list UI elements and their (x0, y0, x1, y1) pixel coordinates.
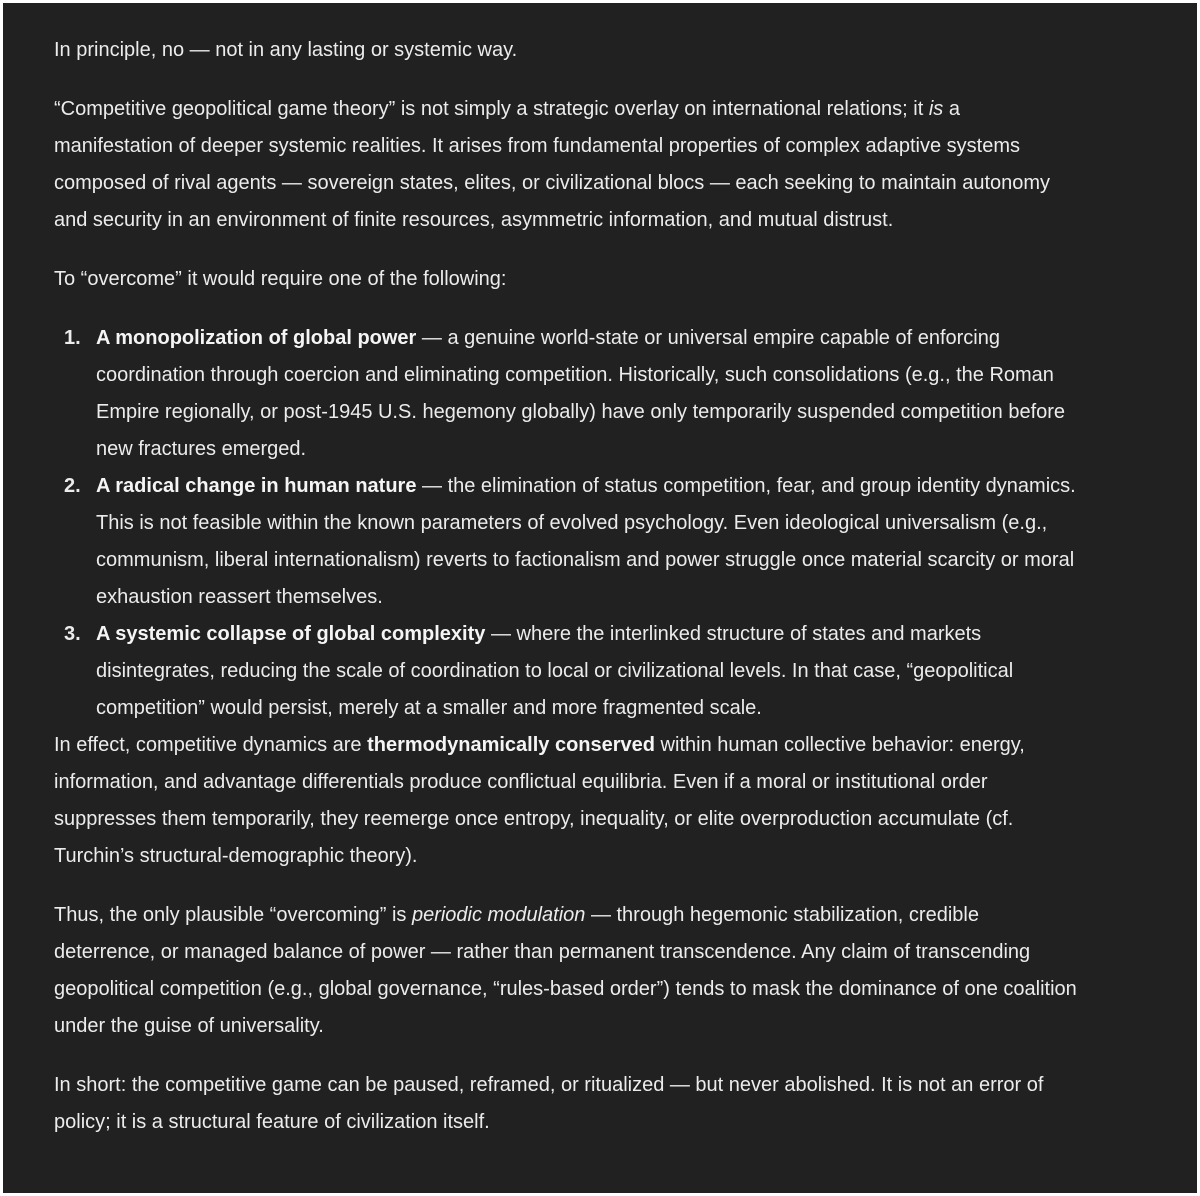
definition-emphasis: is (928, 98, 944, 120)
effect-text-end: within human collective behavior: energy, information, and advantage differentials produce conflictual equilibria. Even if a moral or institutional order suppresses them temporarily, they reemerge once entropy, inequality, or elite overproduction accumulate (cf. Turchin’s structural-demographic theory). (54, 734, 1025, 867)
effect-strong: thermodynamically conserved (367, 734, 655, 756)
list-number: 1. (64, 327, 81, 349)
modulation-paragraph (54, 897, 1079, 1045)
requirements-list (54, 320, 1079, 727)
list-number: 3. (64, 623, 81, 645)
modulation-text-end: — through hegemonic stabilization, credible deterrence, or managed balance of power — rather than permanent transcendence. Any claim of transcending geopolitical competition (e.g., global governance, “rules-based order”) tends to mask the dominance of one coalition under the guise of universality. (54, 904, 1077, 1037)
effect-text-start: In effect, competitive dynamics are (54, 734, 368, 756)
definition-text-end: a manifestation of deeper systemic realities. It arises from fundamental properties of complex adaptive systems composed of rival agents — sovereign states, elites, or civilizational blocs — each seeking to maintain autonomy and security in an environment of finite resources, asymmetric information, and mutual distrust. (54, 98, 1051, 231)
modulation-emphasis: periodic modulation (411, 904, 586, 926)
chat-response-panel (3, 3, 1197, 1193)
definition-text-start: “Competitive geopolitical game theory” is not simply a strategic overlay on international relations; it (54, 98, 929, 120)
list-item-text: — where the interlinked structure of states and markets disintegrates, reducing the scale of coordination to local or civilizational levels. In that case, “geopolitical competition” would persist, merely at a smaller and more fragmented scale. (96, 623, 1014, 719)
list-number: 2. (64, 475, 81, 497)
modulation-text-start: Thus, the only plausible “overcoming” is (54, 904, 412, 926)
list-item (54, 616, 1079, 727)
list-item-title: A radical change in human nature (96, 475, 417, 497)
requirements-intro: To “overcome” it would require one of the following: (54, 268, 507, 290)
list-item (54, 320, 1079, 468)
list-item-text: — the elimination of status competition, fear, and group identity dynamics. This is not feasible within the known parameters of evolved psychology. Even ideological universalism (e.g., communism, liberal internationalism) reverts to factionalism and power struggle once material scarcity or moral exhaustion reassert themselves. (96, 475, 1076, 608)
summary-paragraph: In short: the competitive game can be paused, reframed, or ritualized — but never abolished. It is not an error of policy; it is a structural feature of civilization itself. (54, 1074, 1044, 1133)
definition-paragraph (54, 91, 1079, 239)
list-item-text: — a genuine world-state or universal empire capable of enforcing coordination through coercion and eliminating competition. Historically, such consolidations (e.g., the Roman Empire regionally, or post-1945 U.S. hegemony globally) have only temporarily suspended competition before new fractures emerged. (96, 327, 1066, 460)
intro-paragraph: In principle, no — not in any lasting or systemic way. (54, 39, 518, 61)
list-item-title: A monopolization of global power (96, 327, 417, 349)
effect-paragraph (54, 727, 1079, 875)
list-item (54, 468, 1079, 616)
list-item-title: A systemic collapse of global complexity (96, 623, 486, 645)
